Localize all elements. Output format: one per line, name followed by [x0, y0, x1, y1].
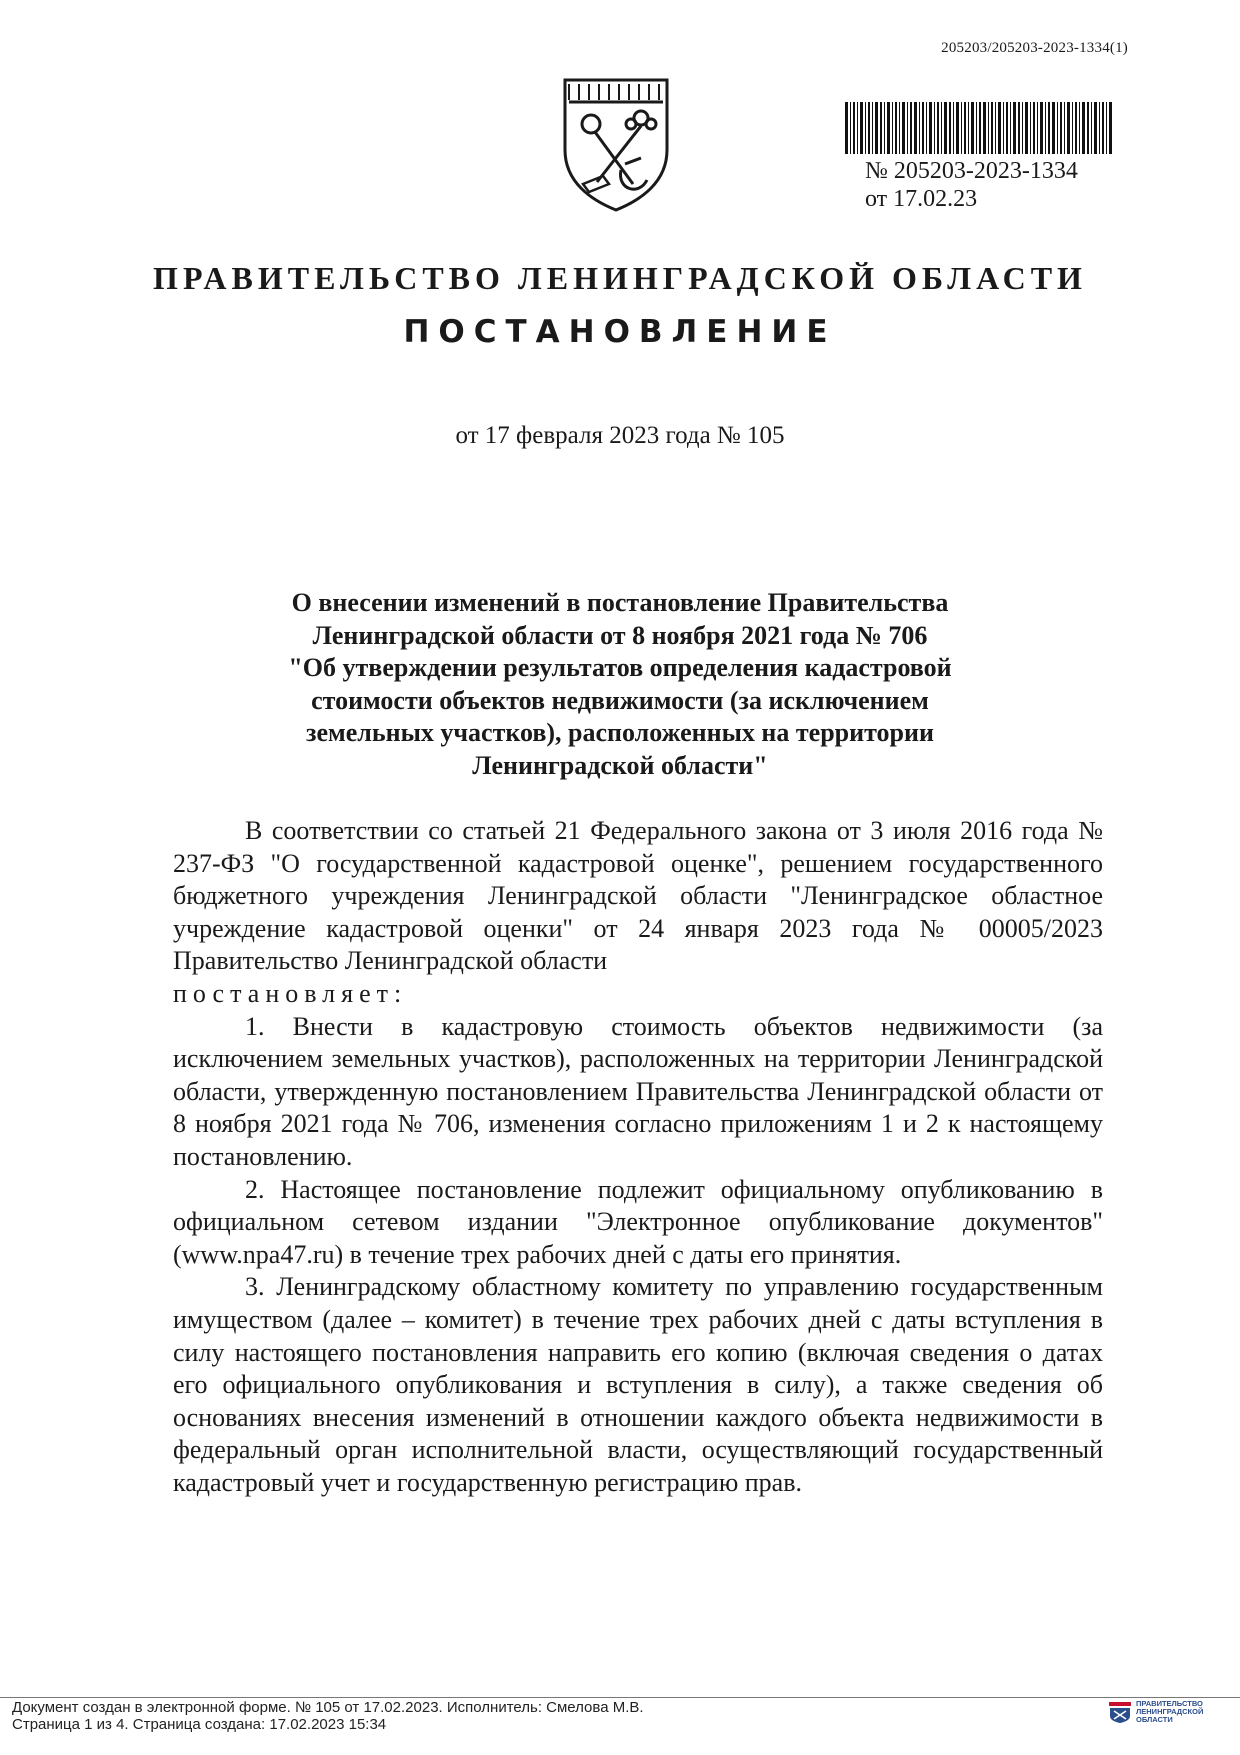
resolves-line	[173, 978, 1103, 1011]
preamble-paragraph: В соответствии со статьей 21 Федерального закона от 3 июля 2016 года № 237-ФЗ "О государственной кадастровой оценке", решением государственного бюджетного учреждения Ленинградской области "Ленинградское областное учреждение кадастровой оценки" от 24 января 2023 года № 00005/2023 Правительство Ленинградской области	[173, 816, 1103, 976]
page-footer	[12, 1699, 644, 1733]
clause-paragraph: 1. Внести в кадастровую стоимость объектов недвижимости (за исключением земельных участков), расположенных на территории Ленинградской области, утвержденную постановлением Правительства Ленинградской области от 8 ноября 2021 года № 706, изменения согласно приложениям 1 и 2 к настоящему постановлению.	[173, 1011, 1103, 1171]
document-reference: 205203/205203-2023-1334(1)	[941, 40, 1128, 56]
subject-line: Ленинградской области от 8 ноября 2021 года № 706	[312, 620, 928, 650]
barcode-icon	[845, 102, 1113, 154]
footer-document-info: Документ создан в электронной форме. № 105 от 17.02.2023. Исполнитель: Смелова М.В.	[12, 1699, 644, 1716]
registration-block	[865, 157, 1078, 213]
subject-line: "Об утверждении результатов определения кадастровой	[288, 653, 952, 682]
footer-divider	[0, 1697, 1240, 1698]
registration-number: № 205203-2023-1334	[865, 158, 1078, 184]
document-date-number: от 17 февраля 2023 года № 105	[455, 422, 785, 449]
leningrad-oblast-logo-icon	[1108, 1700, 1132, 1724]
document-subject	[200, 587, 1040, 782]
subject-line: Ленинградской области"	[472, 750, 768, 780]
footer-logo	[1108, 1700, 1203, 1724]
clause-paragraph: 2. Настоящее постановление подлежит официальному опубликованию в официальном сетевом издании "Электронное опубликование документов" (www.npa47.ru) в течение трех рабочих дней с даты его принятия.	[173, 1174, 1103, 1269]
footer-logo-line: ОБЛАСТИ	[1136, 1715, 1173, 1724]
subject-line: стоимости объектов недвижимости (за исключением	[311, 685, 929, 715]
subject-line: земельных участков), расположенных на территории	[306, 718, 934, 747]
government-title: ПРАВИТЕЛЬСТВО ЛЕНИНГРАДСКОЙ ОБЛАСТИ	[153, 260, 1087, 296]
resolves-word: постановляет:	[173, 978, 408, 1008]
footer-page-info: Страница 1 из 4. Страница создана: 17.02.2023 15:34	[12, 1716, 387, 1733]
clause-paragraph: 3. Ленинградскому областному комитету по управлению государственным имуществом (далее – комитет) в течение трех рабочих дней с даты вступления в силу настоящего постановления направить его копию (включая сведения о датах его официального опубликования и вступления в силу), а также сведения об основаниях внесения изменений в отношении каждого объекта недвижимости в федеральный орган исполнительной власти, осуществляющий государственный кадастровый учет и государственную регистрацию прав.	[173, 1272, 1103, 1497]
document-type-title: ПОСТАНОВЛЕНИЕ	[403, 314, 837, 350]
registration-date: от 17.02.23	[865, 186, 978, 212]
footer-logo-text	[1136, 1700, 1203, 1724]
subject-line: О внесении изменений в постановление Правительства	[291, 588, 949, 617]
document-body	[173, 815, 1103, 1499]
footer-logo-line: ЛЕНИНГРАДСКОЙ	[1136, 1707, 1204, 1716]
footer-logo-line: ПРАВИТЕЛЬСТВО	[1136, 1699, 1203, 1708]
coat-of-arms-icon	[555, 72, 677, 212]
